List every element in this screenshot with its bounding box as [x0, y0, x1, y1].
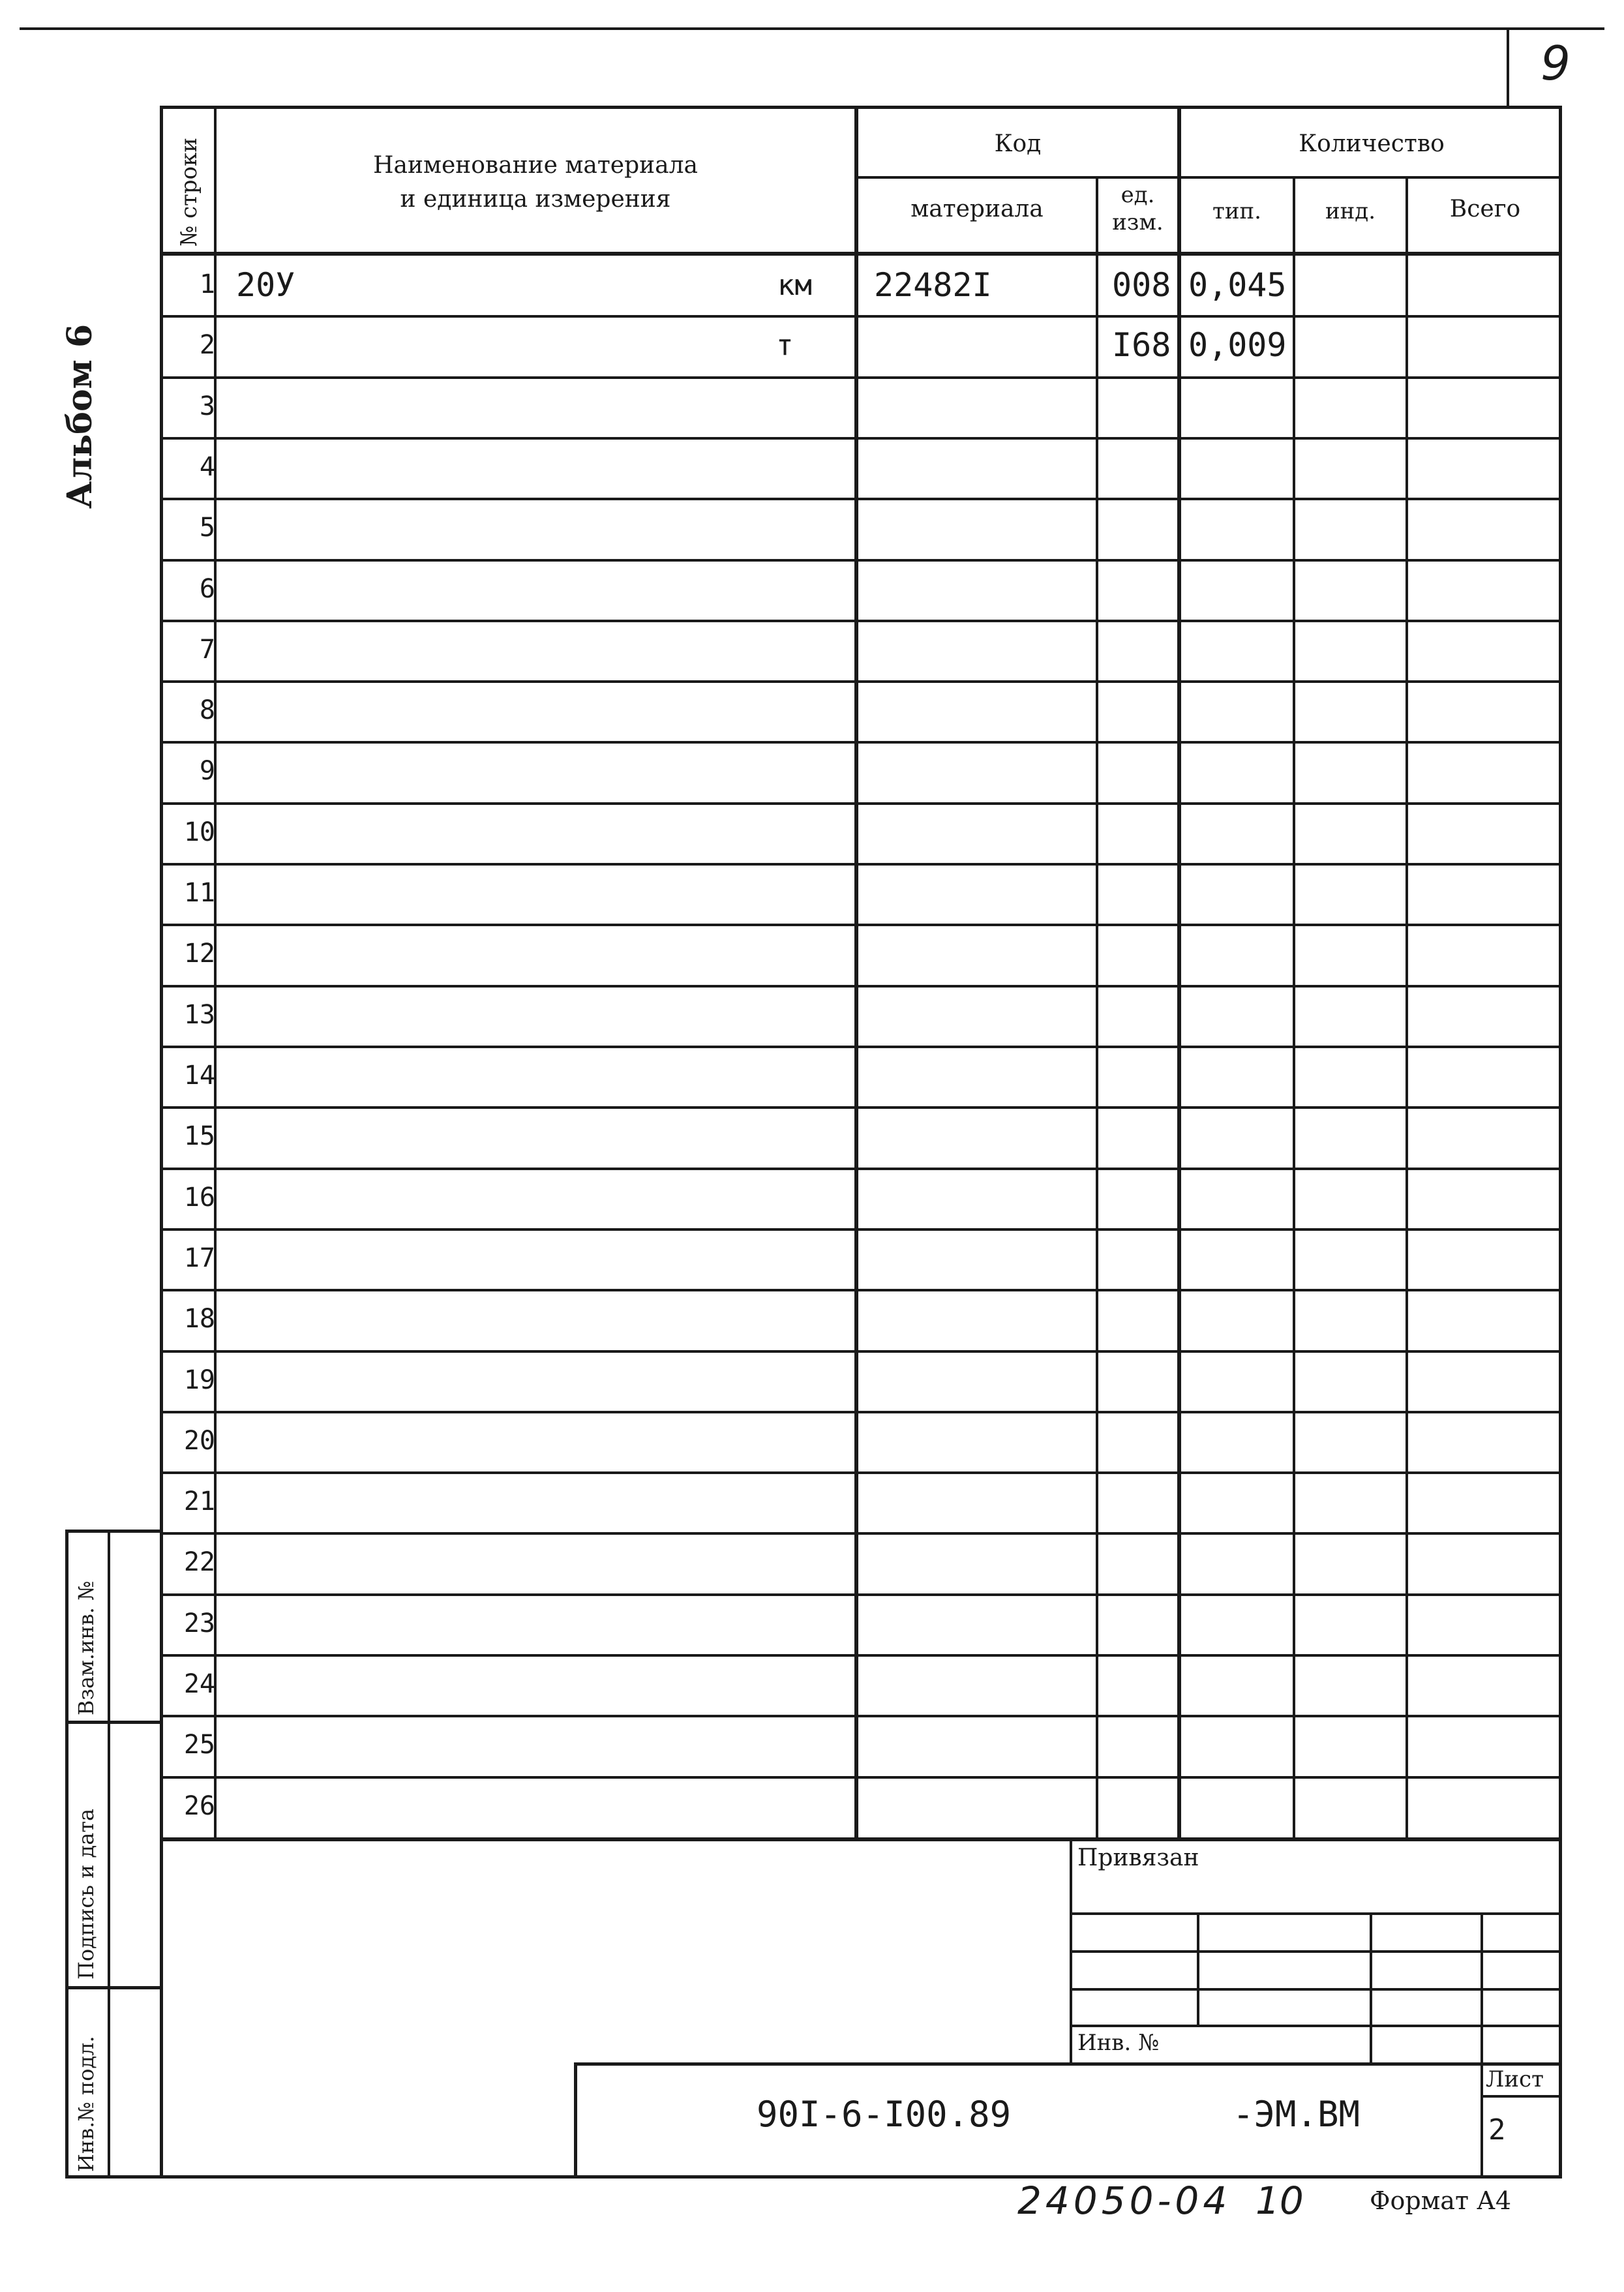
- row-line: [160, 376, 1562, 379]
- doc-suffix: -ЭМ.ВМ: [1233, 2094, 1361, 2135]
- row-line: [160, 437, 1562, 440]
- archive-number: 24050-04: [1017, 2179, 1231, 2223]
- row-number: 21: [183, 1486, 215, 1516]
- header-qty-ind: инд.: [1325, 198, 1376, 224]
- row-number: 4: [199, 452, 215, 482]
- privyazan-line-4: [1070, 2025, 1562, 2027]
- doc-code: 90I-6-I00.89: [757, 2094, 1012, 2135]
- list-number: 2: [1488, 2113, 1506, 2147]
- corner-box-left: [1507, 27, 1509, 106]
- row-1-name: 20У: [236, 266, 295, 304]
- row-number: 19: [183, 1365, 215, 1395]
- row-line: [160, 1776, 1562, 1779]
- row-number: 2: [199, 330, 215, 360]
- row-line: [160, 1046, 1562, 1048]
- col-line-unit: [1177, 106, 1181, 1841]
- format-label: Формат А4: [1370, 2186, 1512, 2215]
- sheet-corner-number: 9: [1541, 36, 1571, 91]
- row-line: [160, 1289, 1562, 1291]
- row-line: [160, 1532, 1562, 1535]
- header-qty-typ: тип.: [1212, 198, 1261, 224]
- row-number: 17: [183, 1243, 215, 1273]
- col-line-typ: [1293, 176, 1295, 1841]
- row-number: 14: [183, 1061, 215, 1091]
- row-line: [160, 1411, 1562, 1413]
- header-code-material: материала: [910, 196, 1044, 222]
- row-line: [160, 315, 1562, 318]
- row-number: 22: [183, 1547, 215, 1577]
- materials-table: [160, 106, 1562, 1841]
- row-number: 6: [199, 574, 215, 604]
- row-2-typ: 0,009: [1188, 326, 1287, 364]
- row-number: 15: [183, 1121, 215, 1151]
- row-line: [160, 498, 1562, 500]
- inv-no-label: Инв. №: [1077, 2030, 1160, 2056]
- col-line-ind: [1406, 176, 1408, 1841]
- row-line: [160, 1654, 1562, 1657]
- row-1-unit: км: [777, 269, 812, 302]
- row-number: 5: [199, 513, 215, 543]
- top-border-line: [20, 27, 1604, 30]
- row-number: 20: [183, 1426, 215, 1456]
- privyazan-line-1: [1070, 1912, 1562, 1915]
- header-qty-total: Всего: [1449, 196, 1521, 222]
- row-line: [160, 620, 1562, 622]
- row-2-unit-code: I68: [1112, 326, 1171, 364]
- header-bottom-line: [160, 252, 1562, 256]
- privyazan-line-2: [1070, 1950, 1562, 1953]
- row-line: [160, 680, 1562, 683]
- side-stamp-line-1: [65, 1721, 163, 1724]
- doc-title-block: [574, 2062, 1562, 2179]
- row-line: [160, 1715, 1562, 1717]
- row-line: [160, 559, 1562, 562]
- row-line: [160, 741, 1562, 744]
- col-line-rowno: [214, 106, 217, 1841]
- list-label: Лист: [1486, 2066, 1544, 2092]
- privyazan-label: Привязан: [1077, 1845, 1199, 1871]
- row-number: 26: [183, 1791, 215, 1821]
- privyazan-col-2: [1370, 1912, 1372, 2065]
- row-number: 8: [199, 695, 215, 725]
- col-line-name: [854, 106, 858, 1841]
- row-1-typ: 0,045: [1188, 266, 1287, 304]
- row-number: 7: [199, 635, 215, 665]
- row-line: [160, 863, 1562, 866]
- row-number: 18: [183, 1304, 215, 1334]
- col-line-material: [1096, 176, 1098, 1841]
- header-sub-line: [854, 176, 1562, 179]
- row-number: 10: [183, 817, 215, 847]
- row-2-unit: т: [776, 329, 794, 362]
- row-number: 3: [199, 391, 215, 421]
- row-line: [160, 1593, 1562, 1596]
- side-stamp-vzam: Взам.инв. №: [74, 1580, 98, 1715]
- row-number: 13: [183, 1000, 215, 1030]
- side-stamp-inv-podl: Инв.№ подл.: [74, 2036, 98, 2172]
- row-line: [160, 1350, 1562, 1353]
- row-line: [160, 802, 1562, 805]
- row-line: [160, 985, 1562, 988]
- row-number: 25: [183, 1730, 215, 1760]
- header-row-number: № строки: [176, 138, 202, 247]
- side-stamp-podpis: Подпись и дата: [74, 1808, 98, 1980]
- list-col-line: [1481, 2062, 1483, 2179]
- side-stamp-line-2: [65, 1986, 163, 1989]
- privyazan-col-1: [1197, 1912, 1199, 2027]
- row-number: 12: [183, 939, 215, 969]
- archive-page: 10: [1256, 2179, 1304, 2223]
- header-quantity: Количество: [1299, 130, 1445, 157]
- header-code: Код: [994, 130, 1042, 157]
- row-line: [160, 1106, 1562, 1109]
- row-line: [160, 1168, 1562, 1170]
- row-line: [160, 924, 1562, 926]
- row-number: 16: [183, 1183, 215, 1213]
- row-line: [160, 1471, 1562, 1474]
- row-1-material-code: 22482I: [874, 266, 992, 304]
- header-code-unit: ед. изм.: [1112, 182, 1164, 235]
- row-line: [160, 1228, 1562, 1231]
- side-stamp-divider: [108, 1530, 110, 2179]
- privyazan-col-3: [1481, 1912, 1483, 2065]
- header-name: Наименование материала и единица измерения: [373, 152, 698, 213]
- row-number: 11: [183, 878, 215, 908]
- row-number: 24: [183, 1669, 215, 1699]
- row-1-unit-code: 008: [1112, 266, 1171, 304]
- row-number: 23: [183, 1608, 215, 1638]
- row-number: 1: [199, 269, 215, 299]
- row-number: 9: [199, 756, 215, 786]
- privyazan-line-3: [1070, 1988, 1562, 1991]
- list-row-line: [1481, 2095, 1562, 2098]
- album-label: Альбом 6: [60, 324, 100, 509]
